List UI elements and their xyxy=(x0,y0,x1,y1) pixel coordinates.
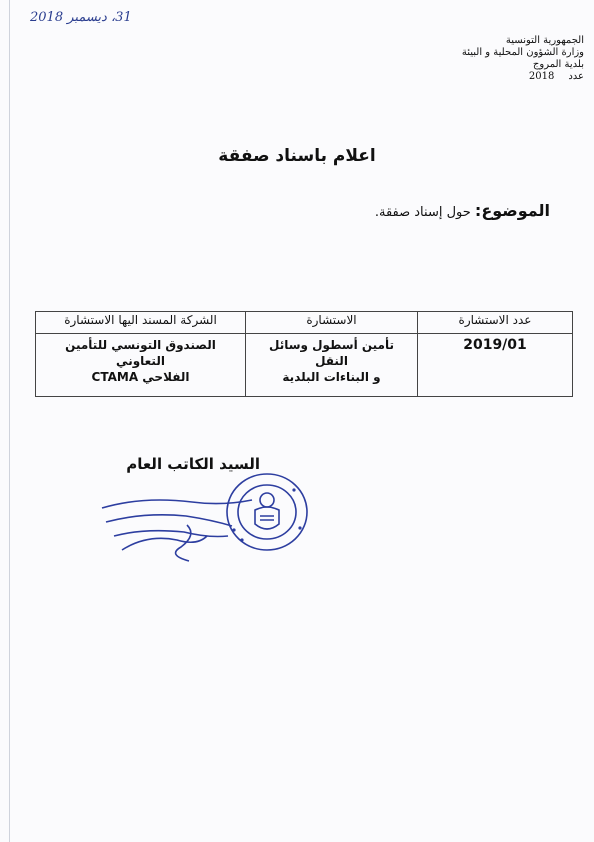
subject-label: الموضوع: xyxy=(474,201,550,220)
header-consultation-number: عدد الاستشارة xyxy=(418,312,573,334)
number-label: عدد xyxy=(568,71,584,82)
header-consultation: الاستشارة xyxy=(246,312,418,334)
consultation-line-2: و البناءات البلدية xyxy=(282,370,381,384)
table-row xyxy=(36,334,573,397)
handwritten-date: 31، ديسمبر 2018 xyxy=(30,10,132,25)
reference-number-row xyxy=(384,71,584,83)
reference-year: 2018 xyxy=(528,71,555,82)
signatory-title: السيد الكاتب العام xyxy=(126,455,260,473)
letterhead-republic: الجمهورية التونسية xyxy=(505,35,584,46)
letterhead-ministry: وزارة الشؤون المحلية و البيئة xyxy=(461,47,584,58)
cell-awarded-company xyxy=(36,334,246,397)
header-awarded-company: الشركة المسند اليها الاستشارة xyxy=(36,312,246,334)
subject-line xyxy=(375,201,550,220)
cell-consultation-number xyxy=(418,334,573,397)
table-header-row xyxy=(36,312,573,334)
company-line-1: الصندوق التونسي للتأمين التعاوني xyxy=(65,338,216,368)
subject-text: حول إسناد صفقة. xyxy=(374,205,471,220)
official-stamp-and-signature xyxy=(92,470,314,570)
page-title: اعلام باسناد صفقة xyxy=(218,146,376,166)
consultation-line-1: تأمين أسطول وسائل النقل xyxy=(268,338,394,368)
company-line-2: الفلاحي CTAMA xyxy=(91,370,190,384)
stamp-seal-icon xyxy=(92,470,314,570)
letterhead xyxy=(384,35,584,83)
consultation-number: 2019/01 xyxy=(463,337,527,353)
award-table xyxy=(35,311,573,397)
letterhead-municipality: بلدية المروج xyxy=(532,59,584,70)
cell-consultation xyxy=(246,334,418,397)
page-edge xyxy=(9,0,10,842)
